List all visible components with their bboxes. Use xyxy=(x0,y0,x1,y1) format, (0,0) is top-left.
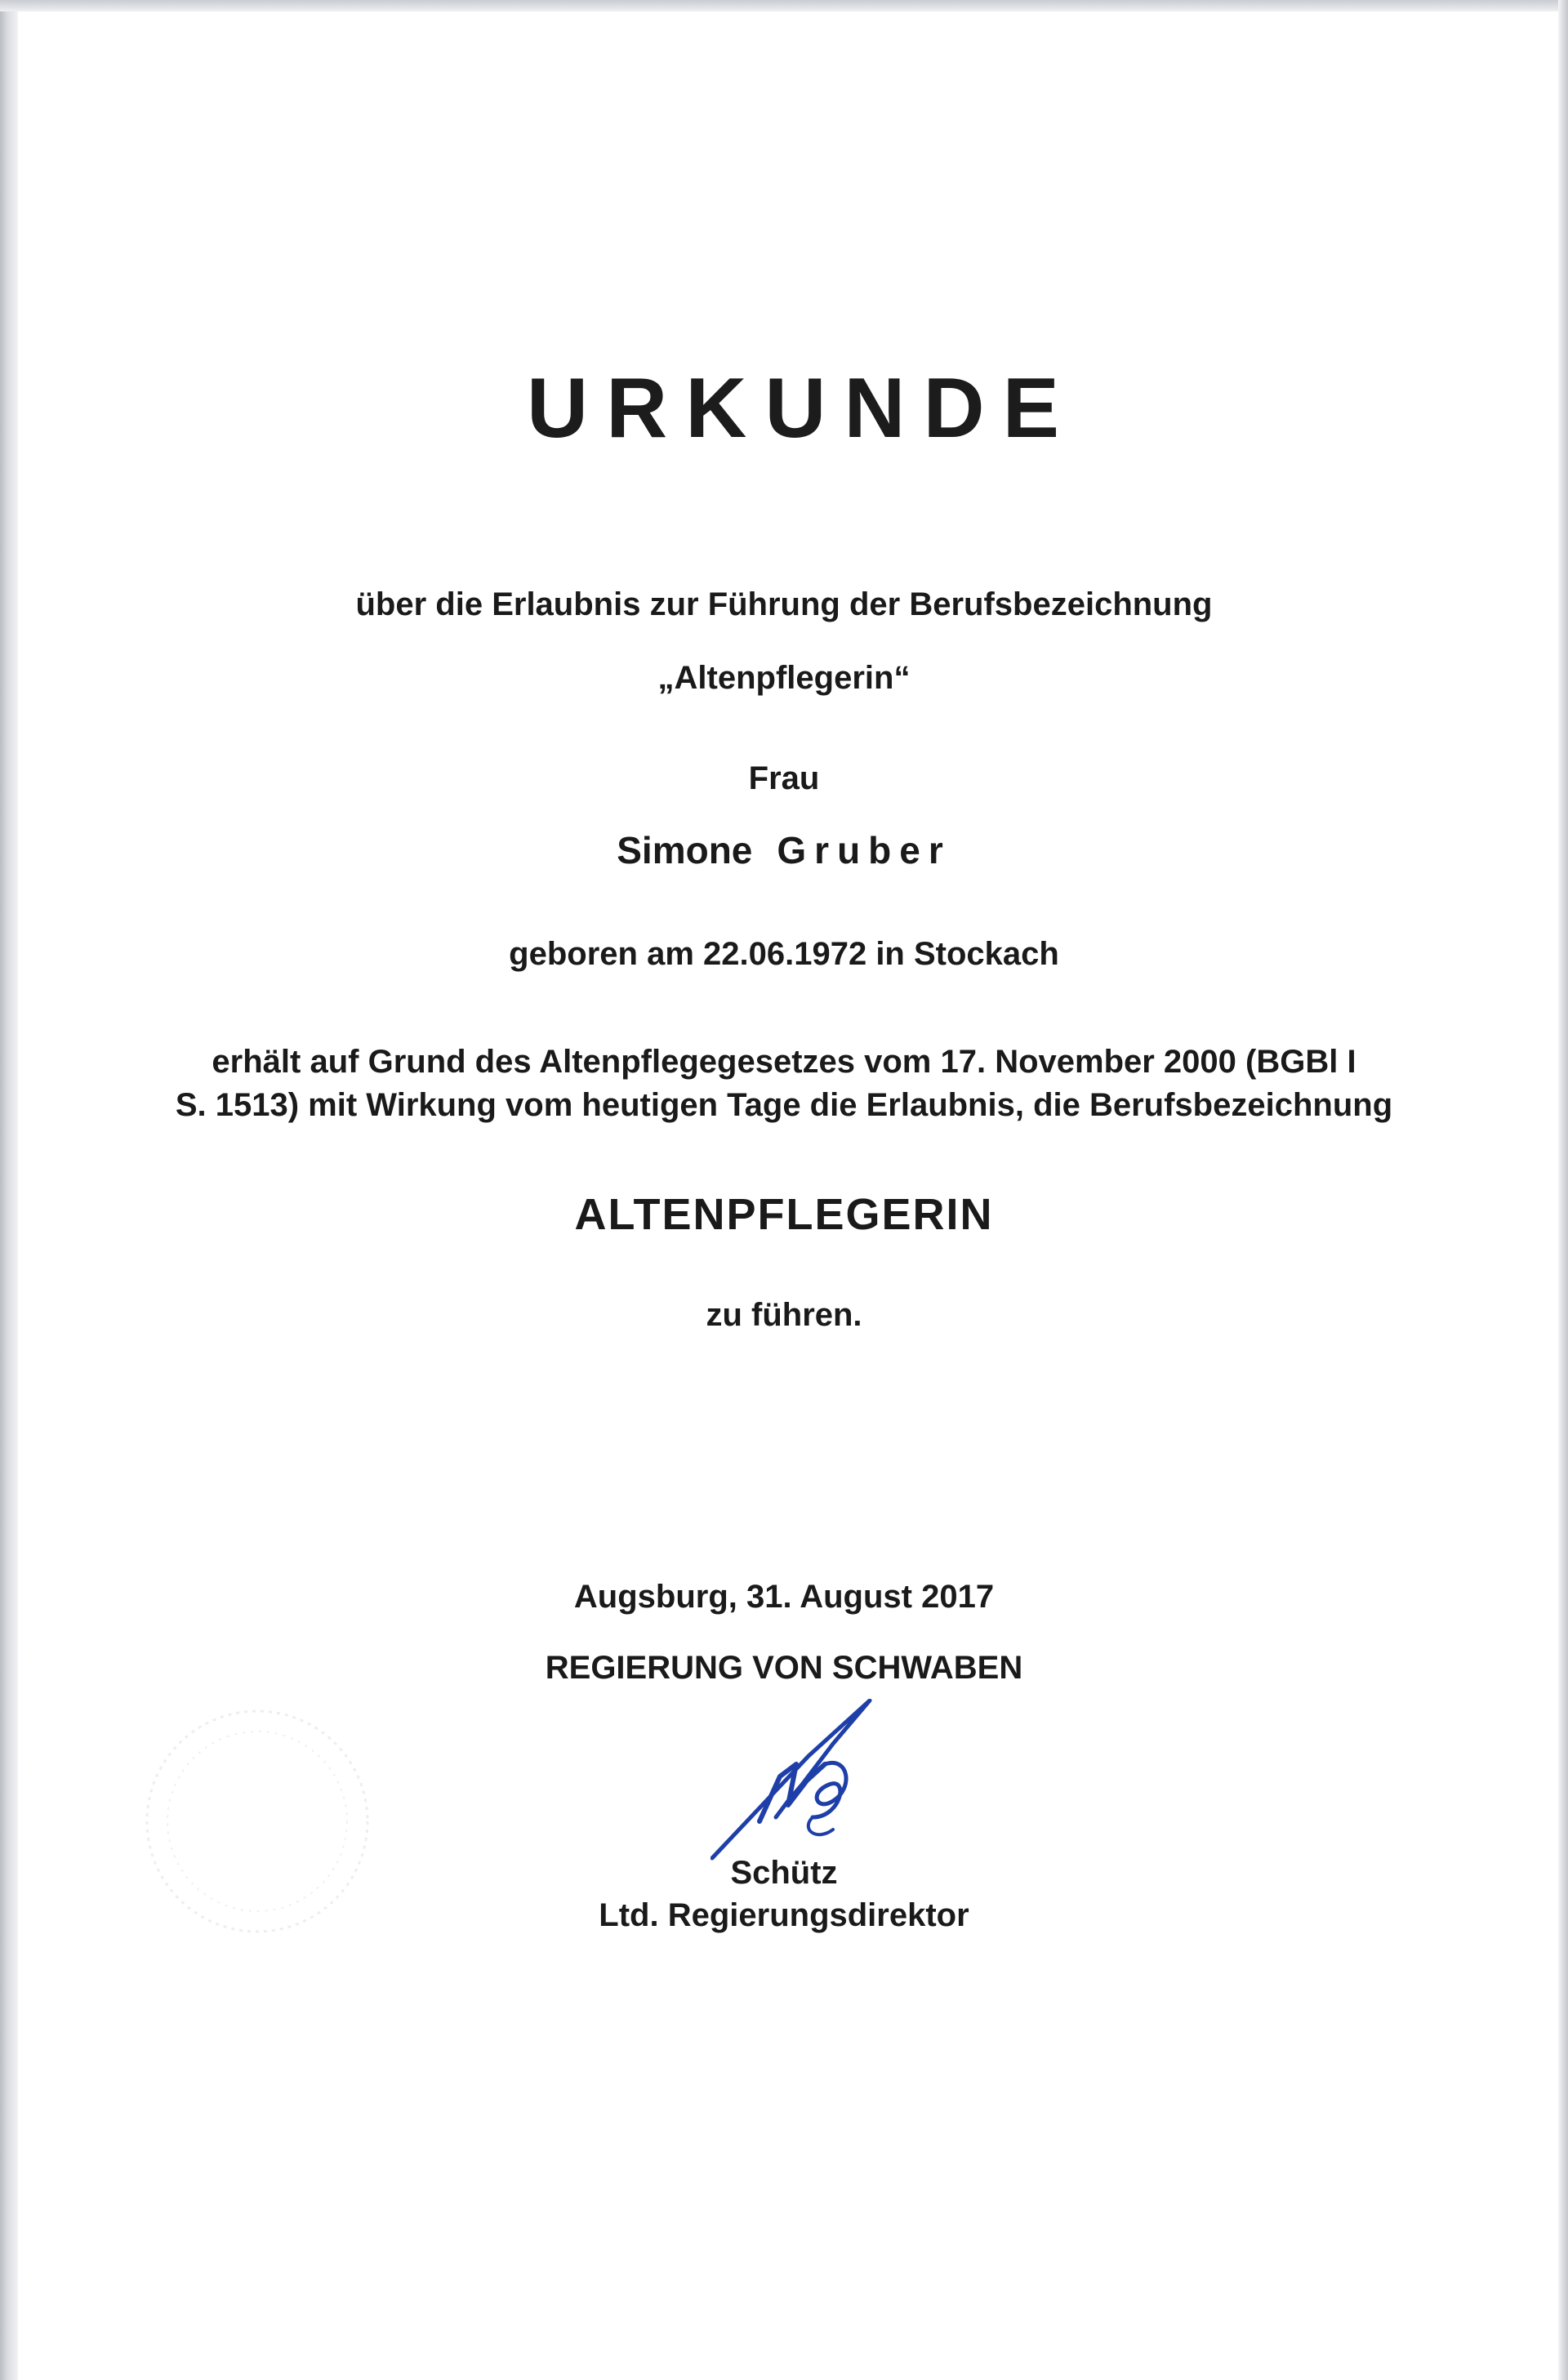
legal-basis-line-2: S. 1513) mit Wirkung vom heutigen Tage die Erlaubnis, die Berufsbezeichnung xyxy=(175,1087,1393,1123)
place-and-date: Augsburg, 31. August 2017 xyxy=(573,1579,995,1615)
document-subtitle: über die Erlaubnis zur Führung der Berufsbezeichnung xyxy=(355,586,1213,622)
holder-surname: Gruber xyxy=(777,829,951,871)
legal-basis-line-1: erhält auf Grund des Altenpflegegesetzes vom 17. November 2000 (BGBl I xyxy=(212,1044,1356,1080)
holder-name xyxy=(0,827,1568,873)
salutation: Frau xyxy=(748,760,820,796)
closing-phrase: zu führen. xyxy=(706,1297,862,1333)
profession-quoted: „Altenpflegerin“ xyxy=(657,660,911,696)
birth-details: geboren am 22.06.1972 in Stockach xyxy=(509,936,1059,972)
signer-title: Ltd. Regierungsdirektor xyxy=(599,1897,969,1933)
issuing-authority: REGIERUNG VON SCHWABEN xyxy=(545,1650,1023,1686)
signer-name: Schütz xyxy=(730,1855,838,1891)
signature-icon xyxy=(710,1699,882,1862)
holder-first-name: Simone xyxy=(617,829,753,871)
profession-title: ALTENPFLEGERIN xyxy=(574,1190,994,1239)
document-title: URKUNDE xyxy=(527,361,1077,456)
